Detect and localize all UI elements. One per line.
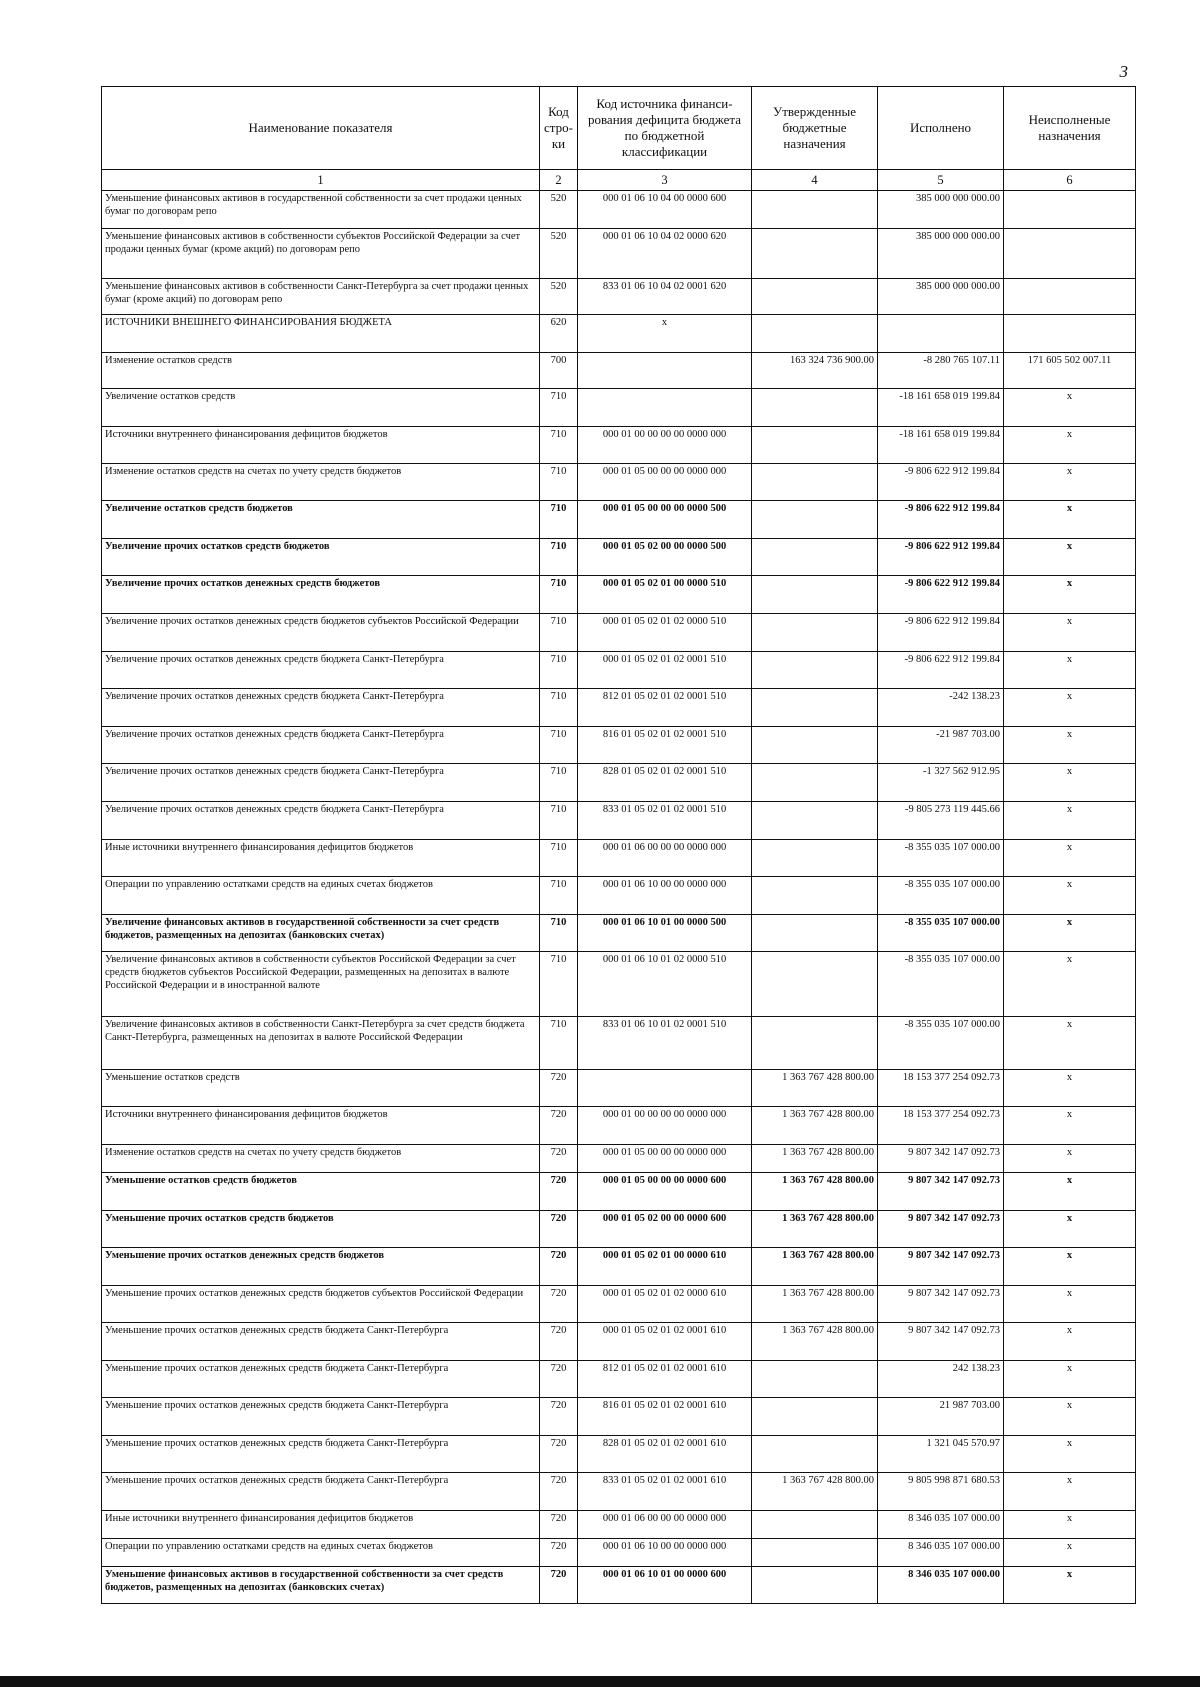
row-source-code: 816 01 05 02 01 02 0001 610 xyxy=(578,1398,752,1436)
row-unexecuted: x xyxy=(1004,1473,1136,1511)
row-unexecuted: x xyxy=(1004,1286,1136,1323)
row-unexecuted: x xyxy=(1004,802,1136,840)
row-executed: -1 327 562 912.95 xyxy=(878,764,1004,802)
row-line-code: 520 xyxy=(540,279,578,315)
row-source-code: 000 01 05 02 01 00 0000 510 xyxy=(578,576,752,614)
row-approved xyxy=(752,1511,878,1539)
table-row xyxy=(102,1361,1136,1398)
row-name: Источники внутреннего финансирования дефицитов бюджетов xyxy=(102,1107,540,1145)
row-unexecuted: 171 605 502 007.11 xyxy=(1004,353,1136,389)
row-source-code: 000 01 06 10 01 00 0000 500 xyxy=(578,915,752,952)
row-executed: -8 355 035 107 000.00 xyxy=(878,1017,1004,1070)
row-name: ИСТОЧНИКИ ВНЕШНЕГО ФИНАНСИРОВАНИЯ БЮДЖЕТА xyxy=(102,315,540,353)
row-unexecuted: x xyxy=(1004,501,1136,539)
row-unexecuted: x xyxy=(1004,727,1136,764)
row-approved xyxy=(752,652,878,689)
row-executed: 8 346 035 107 000.00 xyxy=(878,1567,1004,1604)
table-row xyxy=(102,727,1136,764)
row-name: Увеличение прочих остатков денежных средств бюджета Санкт-Петербурга xyxy=(102,689,540,727)
row-unexecuted: x xyxy=(1004,652,1136,689)
row-approved xyxy=(752,802,878,840)
row-source-code: 000 01 05 02 01 02 0000 610 xyxy=(578,1286,752,1323)
row-executed: 9 807 342 147 092.73 xyxy=(878,1145,1004,1173)
row-unexecuted: x xyxy=(1004,689,1136,727)
row-unexecuted: x xyxy=(1004,1017,1136,1070)
row-executed: -21 987 703.00 xyxy=(878,727,1004,764)
row-source-code: 000 01 05 02 01 00 0000 610 xyxy=(578,1248,752,1286)
row-line-code: 710 xyxy=(540,539,578,576)
row-line-code: 720 xyxy=(540,1473,578,1511)
row-approved xyxy=(752,877,878,915)
row-unexecuted: x xyxy=(1004,1173,1136,1211)
row-unexecuted: x xyxy=(1004,1248,1136,1286)
row-approved xyxy=(752,229,878,279)
row-line-code: 720 xyxy=(540,1286,578,1323)
row-source-code: 000 01 06 10 04 00 0000 600 xyxy=(578,191,752,229)
row-name: Уменьшение прочих остатков денежных средств бюджета Санкт-Петербурга xyxy=(102,1361,540,1398)
row-unexecuted: x xyxy=(1004,840,1136,877)
row-source-code: 000 01 05 00 00 00 0000 500 xyxy=(578,501,752,539)
row-name: Увеличение прочих остатков денежных средств бюджетов xyxy=(102,576,540,614)
table-row xyxy=(102,576,1136,614)
table-row xyxy=(102,1248,1136,1286)
column-number-row xyxy=(102,170,1136,191)
row-line-code: 620 xyxy=(540,315,578,353)
row-executed: 385 000 000 000.00 xyxy=(878,229,1004,279)
row-executed: -9 806 622 912 199.84 xyxy=(878,652,1004,689)
row-line-code: 720 xyxy=(540,1539,578,1567)
row-line-code: 720 xyxy=(540,1361,578,1398)
row-approved xyxy=(752,279,878,315)
row-unexecuted: x xyxy=(1004,1107,1136,1145)
row-source-code: 000 01 06 10 01 00 0000 600 xyxy=(578,1567,752,1604)
row-executed: -9 806 622 912 199.84 xyxy=(878,464,1004,501)
row-line-code: 710 xyxy=(540,1017,578,1070)
table-row xyxy=(102,1323,1136,1361)
row-source-code: 828 01 05 02 01 02 0001 610 xyxy=(578,1436,752,1473)
row-name: Уменьшение прочих остатков денежных средств бюджетов субъектов Российской Федерации xyxy=(102,1286,540,1323)
table-row xyxy=(102,1511,1136,1539)
row-line-code: 720 xyxy=(540,1145,578,1173)
row-source-code: 000 01 06 10 01 02 0000 510 xyxy=(578,952,752,1017)
row-executed: 242 138.23 xyxy=(878,1361,1004,1398)
table-row xyxy=(102,840,1136,877)
row-name: Увеличение прочих остатков денежных средств бюджета Санкт-Петербурга xyxy=(102,727,540,764)
row-source-code: 000 01 05 00 00 00 0000 000 xyxy=(578,464,752,501)
row-name: Изменение остатков средств xyxy=(102,353,540,389)
table-row xyxy=(102,315,1136,353)
table-row xyxy=(102,689,1136,727)
table-row xyxy=(102,353,1136,389)
row-approved xyxy=(752,389,878,427)
row-line-code: 710 xyxy=(540,689,578,727)
column-number: 3 xyxy=(578,170,752,191)
row-executed: 9 805 998 871 680.53 xyxy=(878,1473,1004,1511)
table-row xyxy=(102,464,1136,501)
row-line-code: 720 xyxy=(540,1567,578,1604)
row-name: Уменьшение финансовых активов в собственности Санкт-Петербурга за счет продажи ценных бумаг (кроме акций) по договорам репо xyxy=(102,279,540,315)
sources-of-financing-table xyxy=(101,86,1136,1604)
row-name: Иные источники внутреннего финансирования дефицитов бюджетов xyxy=(102,1511,540,1539)
row-approved: 1 363 767 428 800.00 xyxy=(752,1145,878,1173)
row-executed: -8 355 035 107 000.00 xyxy=(878,915,1004,952)
row-unexecuted: x xyxy=(1004,1436,1136,1473)
row-unexecuted: x xyxy=(1004,389,1136,427)
row-unexecuted: x xyxy=(1004,1398,1136,1436)
table-row xyxy=(102,191,1136,229)
row-executed: -18 161 658 019 199.84 xyxy=(878,427,1004,464)
row-unexecuted: x xyxy=(1004,464,1136,501)
row-approved xyxy=(752,576,878,614)
header-name: Наименование показателя xyxy=(102,87,540,170)
row-name: Увеличение финансовых активов в собственности субъектов Российской Федерации за счет средств бюджетов субъектов Российской Федерации, размещенных на депозитах в валюте Российской Федерации и в иностранной валюте xyxy=(102,952,540,1017)
table-row xyxy=(102,1398,1136,1436)
row-executed: 18 153 377 254 092.73 xyxy=(878,1107,1004,1145)
row-unexecuted: x xyxy=(1004,1070,1136,1107)
row-unexecuted: x xyxy=(1004,1361,1136,1398)
table-row xyxy=(102,877,1136,915)
column-number: 6 xyxy=(1004,170,1136,191)
row-unexecuted: x xyxy=(1004,539,1136,576)
row-name: Увеличение прочих остатков денежных средств бюджетов субъектов Российской Федерации xyxy=(102,614,540,652)
row-executed: 9 807 342 147 092.73 xyxy=(878,1248,1004,1286)
table-row xyxy=(102,1173,1136,1211)
row-approved: 1 363 767 428 800.00 xyxy=(752,1248,878,1286)
row-executed: -8 355 035 107 000.00 xyxy=(878,877,1004,915)
row-approved xyxy=(752,1398,878,1436)
row-approved xyxy=(752,689,878,727)
row-executed: -8 355 035 107 000.00 xyxy=(878,952,1004,1017)
row-line-code: 710 xyxy=(540,915,578,952)
row-source-code: 000 01 05 00 00 00 0000 600 xyxy=(578,1173,752,1211)
row-source-code: 828 01 05 02 01 02 0001 510 xyxy=(578,764,752,802)
row-name: Увеличение прочих остатков денежных средств бюджета Санкт-Петербурга xyxy=(102,652,540,689)
table-row xyxy=(102,614,1136,652)
row-source-code: 816 01 05 02 01 02 0001 510 xyxy=(578,727,752,764)
row-source-code: 000 01 05 02 00 00 0000 600 xyxy=(578,1211,752,1248)
row-line-code: 720 xyxy=(540,1398,578,1436)
row-line-code: 520 xyxy=(540,229,578,279)
table-header-row xyxy=(102,87,1136,170)
header-unexecuted: Неисполненые назначения xyxy=(1004,87,1136,170)
table-row xyxy=(102,952,1136,1017)
row-line-code: 710 xyxy=(540,576,578,614)
row-executed: -9 806 622 912 199.84 xyxy=(878,539,1004,576)
row-source-code: 000 01 00 00 00 00 0000 000 xyxy=(578,427,752,464)
row-executed: -9 805 273 119 445.66 xyxy=(878,802,1004,840)
row-unexecuted: x xyxy=(1004,1145,1136,1173)
row-source-code: 000 01 06 00 00 00 0000 000 xyxy=(578,840,752,877)
row-source-code: 000 01 00 00 00 00 0000 000 xyxy=(578,1107,752,1145)
row-name: Увеличение остатков средств xyxy=(102,389,540,427)
row-executed: 8 346 035 107 000.00 xyxy=(878,1511,1004,1539)
row-executed: -9 806 622 912 199.84 xyxy=(878,501,1004,539)
row-executed: -8 355 035 107 000.00 xyxy=(878,840,1004,877)
row-name: Уменьшение прочих остатков денежных средств бюджета Санкт-Петербурга xyxy=(102,1436,540,1473)
table-row xyxy=(102,1436,1136,1473)
table-row xyxy=(102,1539,1136,1567)
row-approved: 1 363 767 428 800.00 xyxy=(752,1211,878,1248)
row-approved: 163 324 736 900.00 xyxy=(752,353,878,389)
row-approved xyxy=(752,1567,878,1604)
row-line-code: 720 xyxy=(540,1211,578,1248)
table-row xyxy=(102,1286,1136,1323)
table-body xyxy=(102,191,1136,1604)
row-source-code: 833 01 06 10 01 02 0001 510 xyxy=(578,1017,752,1070)
row-name: Увеличение остатков средств бюджетов xyxy=(102,501,540,539)
row-name: Операции по управлению остатками средств на единых счетах бюджетов xyxy=(102,1539,540,1567)
row-approved: 1 363 767 428 800.00 xyxy=(752,1323,878,1361)
row-unexecuted: x xyxy=(1004,1511,1136,1539)
row-line-code: 710 xyxy=(540,389,578,427)
row-approved xyxy=(752,464,878,501)
row-unexecuted: x xyxy=(1004,1539,1136,1567)
row-line-code: 710 xyxy=(540,614,578,652)
row-source-code: 000 01 05 02 00 00 0000 500 xyxy=(578,539,752,576)
row-line-code: 710 xyxy=(540,427,578,464)
row-source-code: 833 01 05 02 01 02 0001 510 xyxy=(578,802,752,840)
row-source-code: x xyxy=(578,315,752,353)
table-row xyxy=(102,1473,1136,1511)
row-name: Уменьшение прочих остатков денежных средств бюджета Санкт-Петербурга xyxy=(102,1473,540,1511)
row-executed: -8 280 765 107.11 xyxy=(878,353,1004,389)
row-unexecuted: x xyxy=(1004,1211,1136,1248)
row-approved xyxy=(752,315,878,353)
row-line-code: 720 xyxy=(540,1107,578,1145)
row-source-code xyxy=(578,389,752,427)
row-unexecuted: x xyxy=(1004,764,1136,802)
row-unexecuted xyxy=(1004,279,1136,315)
table-row xyxy=(102,1211,1136,1248)
row-line-code: 720 xyxy=(540,1070,578,1107)
row-line-code: 710 xyxy=(540,464,578,501)
row-approved xyxy=(752,840,878,877)
table-row xyxy=(102,652,1136,689)
row-approved xyxy=(752,191,878,229)
row-line-code: 710 xyxy=(540,877,578,915)
scan-bottom-edge xyxy=(0,1676,1200,1687)
row-approved xyxy=(752,1539,878,1567)
row-unexecuted: x xyxy=(1004,1567,1136,1604)
row-source-code xyxy=(578,353,752,389)
row-line-code: 710 xyxy=(540,727,578,764)
row-executed: 21 987 703.00 xyxy=(878,1398,1004,1436)
row-approved xyxy=(752,614,878,652)
row-executed: 8 346 035 107 000.00 xyxy=(878,1539,1004,1567)
row-source-code: 000 01 06 10 00 00 0000 000 xyxy=(578,877,752,915)
row-name: Иные источники внутреннего финансирования дефицитов бюджетов xyxy=(102,840,540,877)
row-name: Увеличение финансовых активов в государственной собственности за счет средств бюджетов, размещенных на депозитах (банковских счетах) xyxy=(102,915,540,952)
table-row xyxy=(102,915,1136,952)
row-name: Уменьшение прочих остатков денежных средств бюджета Санкт-Петербурга xyxy=(102,1398,540,1436)
table-row xyxy=(102,1070,1136,1107)
row-name: Изменение остатков средств на счетах по учету средств бюджетов xyxy=(102,1145,540,1173)
row-name: Уменьшение прочих остатков денежных средств бюджетов xyxy=(102,1248,540,1286)
row-source-code: 833 01 06 10 04 02 0001 620 xyxy=(578,279,752,315)
row-approved xyxy=(752,501,878,539)
row-approved xyxy=(752,1436,878,1473)
page-number: 3 xyxy=(1119,62,1128,81)
row-source-code: 833 01 05 02 01 02 0001 610 xyxy=(578,1473,752,1511)
row-source-code: 000 01 05 02 01 02 0001 610 xyxy=(578,1323,752,1361)
row-source-code: 812 01 05 02 01 02 0001 610 xyxy=(578,1361,752,1398)
row-approved: 1 363 767 428 800.00 xyxy=(752,1286,878,1323)
row-approved xyxy=(752,427,878,464)
header-executed: Исполнено xyxy=(878,87,1004,170)
row-unexecuted xyxy=(1004,229,1136,279)
header-line-code: Код стро-ки xyxy=(540,87,578,170)
column-number: 2 xyxy=(540,170,578,191)
row-source-code: 000 01 06 10 00 00 0000 000 xyxy=(578,1539,752,1567)
table-row xyxy=(102,1017,1136,1070)
row-name: Уменьшение остатков средств xyxy=(102,1070,540,1107)
row-unexecuted: x xyxy=(1004,915,1136,952)
row-line-code: 710 xyxy=(540,952,578,1017)
row-unexecuted: x xyxy=(1004,1323,1136,1361)
row-source-code: 000 01 05 02 01 02 0001 510 xyxy=(578,652,752,689)
table-row xyxy=(102,389,1136,427)
row-executed: -18 161 658 019 199.84 xyxy=(878,389,1004,427)
row-line-code: 720 xyxy=(540,1511,578,1539)
row-approved: 1 363 767 428 800.00 xyxy=(752,1173,878,1211)
column-number: 5 xyxy=(878,170,1004,191)
row-executed: 9 807 342 147 092.73 xyxy=(878,1211,1004,1248)
row-approved xyxy=(752,539,878,576)
row-approved xyxy=(752,915,878,952)
row-name: Увеличение прочих остатков денежных средств бюджета Санкт-Петербурга xyxy=(102,802,540,840)
row-line-code: 710 xyxy=(540,802,578,840)
row-line-code: 710 xyxy=(540,652,578,689)
row-name: Увеличение финансовых активов в собственности Санкт-Петербурга за счет средств бюджета Санкт-Петербурга, размещенных на депозитах в валюте Российской Федерации xyxy=(102,1017,540,1070)
row-source-code: 000 01 06 00 00 00 0000 000 xyxy=(578,1511,752,1539)
header-source-code: Код источника финанси-рования дефицита бюджета по бюджетной классификации xyxy=(578,87,752,170)
row-line-code: 720 xyxy=(540,1248,578,1286)
row-executed xyxy=(878,315,1004,353)
row-name: Увеличение прочих остатков денежных средств бюджета Санкт-Петербурга xyxy=(102,764,540,802)
row-approved xyxy=(752,727,878,764)
row-executed: 9 807 342 147 092.73 xyxy=(878,1173,1004,1211)
row-line-code: 720 xyxy=(540,1323,578,1361)
row-line-code: 700 xyxy=(540,353,578,389)
row-name: Уменьшение остатков средств бюджетов xyxy=(102,1173,540,1211)
column-number: 1 xyxy=(102,170,540,191)
header-approved: Утвержденные бюджетные назначения xyxy=(752,87,878,170)
row-name: Уменьшение финансовых активов в государственной собственности за счет средств бюджетов, размещенных на депозитах (банковских счетах) xyxy=(102,1567,540,1604)
row-source-code: 000 01 05 00 00 00 0000 000 xyxy=(578,1145,752,1173)
table-row xyxy=(102,539,1136,576)
row-approved xyxy=(752,1017,878,1070)
row-name: Увеличение прочих остатков средств бюджетов xyxy=(102,539,540,576)
table-row xyxy=(102,802,1136,840)
row-line-code: 520 xyxy=(540,191,578,229)
row-executed: -242 138.23 xyxy=(878,689,1004,727)
row-executed: 385 000 000 000.00 xyxy=(878,191,1004,229)
row-executed: 18 153 377 254 092.73 xyxy=(878,1070,1004,1107)
row-unexecuted xyxy=(1004,191,1136,229)
row-unexecuted: x xyxy=(1004,877,1136,915)
table-row xyxy=(102,764,1136,802)
table-row xyxy=(102,427,1136,464)
row-name: Уменьшение прочих остатков средств бюджетов xyxy=(102,1211,540,1248)
row-approved: 1 363 767 428 800.00 xyxy=(752,1070,878,1107)
column-number: 4 xyxy=(752,170,878,191)
row-source-code: 812 01 05 02 01 02 0001 510 xyxy=(578,689,752,727)
row-approved xyxy=(752,1361,878,1398)
row-executed: 1 321 045 570.97 xyxy=(878,1436,1004,1473)
row-unexecuted: x xyxy=(1004,576,1136,614)
row-unexecuted: x xyxy=(1004,614,1136,652)
row-unexecuted: x xyxy=(1004,952,1136,1017)
row-line-code: 710 xyxy=(540,840,578,877)
row-executed: 385 000 000 000.00 xyxy=(878,279,1004,315)
row-approved: 1 363 767 428 800.00 xyxy=(752,1473,878,1511)
row-unexecuted: x xyxy=(1004,427,1136,464)
table-row xyxy=(102,229,1136,279)
row-name: Источники внутреннего финансирования дефицитов бюджетов xyxy=(102,427,540,464)
row-line-code: 720 xyxy=(540,1173,578,1211)
row-approved xyxy=(752,952,878,1017)
row-executed: 9 807 342 147 092.73 xyxy=(878,1323,1004,1361)
row-approved: 1 363 767 428 800.00 xyxy=(752,1107,878,1145)
table-row xyxy=(102,1145,1136,1173)
table-row xyxy=(102,279,1136,315)
row-name: Операции по управлению остатками средств на единых счетах бюджетов xyxy=(102,877,540,915)
row-executed: -9 806 622 912 199.84 xyxy=(878,576,1004,614)
row-executed: -9 806 622 912 199.84 xyxy=(878,614,1004,652)
row-source-code: 000 01 05 02 01 02 0000 510 xyxy=(578,614,752,652)
row-source-code: 000 01 06 10 04 02 0000 620 xyxy=(578,229,752,279)
row-name: Уменьшение прочих остатков денежных средств бюджета Санкт-Петербурга xyxy=(102,1323,540,1361)
row-line-code: 710 xyxy=(540,764,578,802)
row-name: Уменьшение финансовых активов в государственной собственности за счет продажи ценных бумаг по договорам репо xyxy=(102,191,540,229)
table-row xyxy=(102,1107,1136,1145)
table-row xyxy=(102,501,1136,539)
row-line-code: 720 xyxy=(540,1436,578,1473)
row-line-code: 710 xyxy=(540,501,578,539)
row-executed: 9 807 342 147 092.73 xyxy=(878,1286,1004,1323)
row-approved xyxy=(752,764,878,802)
table-row xyxy=(102,1567,1136,1604)
row-unexecuted xyxy=(1004,315,1136,353)
row-name: Уменьшение финансовых активов в собственности субъектов Российской Федерации за счет продажи ценных бумаг (кроме акций) по договорам репо xyxy=(102,229,540,279)
row-source-code xyxy=(578,1070,752,1107)
row-name: Изменение остатков средств на счетах по учету средств бюджетов xyxy=(102,464,540,501)
